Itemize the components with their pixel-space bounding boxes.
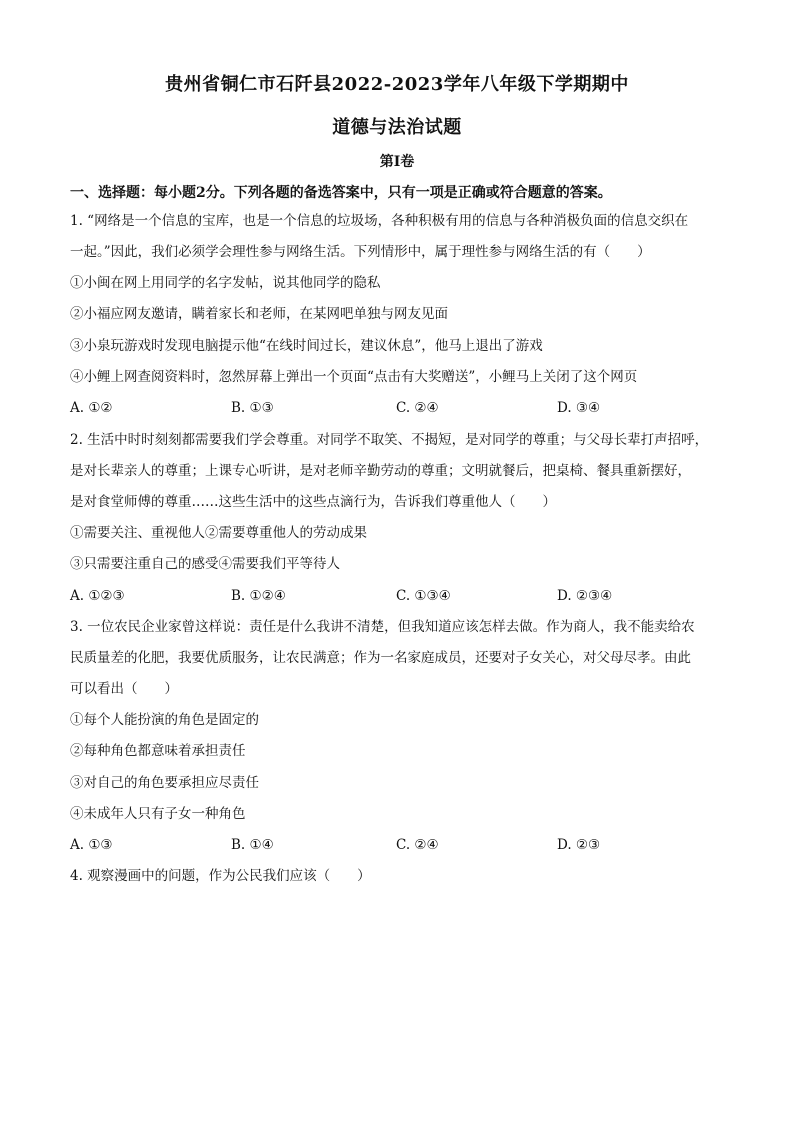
q3-option-d[interactable]: D. ②③	[557, 837, 601, 853]
q2-statement-1: ①需要关注、重视他人②需要尊重他人的劳动成果	[70, 525, 367, 541]
q1-stem-line2: 一起。”因此，我们必须学会理性参与网络生活。下列情形中，属于理性参与网络生活的有（ ）	[70, 244, 651, 260]
q3-stem-line3: 可以看出（ ）	[70, 681, 178, 697]
q1-stem-line1: 1. “网络是一个信息的宝库，也是一个信息的垃圾场，各种积极有用的信息与各种消极负面的信息交织在	[70, 213, 689, 229]
q3-statement-1: ①每个人能扮演的角色是固定的	[70, 712, 259, 728]
q3-statement-3: ③对自己的角色要承担应尽责任	[70, 775, 259, 791]
q1-statement-3: ③小泉玩游戏时发现电脑提示他“在线时间过长，建议休息”，他马上退出了游戏	[70, 338, 543, 354]
q2-option-c[interactable]: C. ①③④	[396, 588, 451, 604]
q4-stem-line1: 4. 观察漫画中的问题，作为公民我们应该（ ）	[70, 868, 371, 884]
q1-statement-1: ①小闽在网上用同学的名字发帖，说其他同学的隐私	[70, 275, 381, 291]
q1-option-b[interactable]: B. ①③	[231, 400, 274, 416]
q3-statement-4: ④未成年人只有子女一种角色	[70, 806, 246, 822]
q2-statement-2: ③只需要注重自己的感受④需要我们平等待人	[70, 556, 340, 572]
q3-stem-line1: 3. 一位农民企业家曾这样说：责任是什么我讲不清楚，但我知道应该怎样去做。作为商人，我不能卖给农	[70, 619, 695, 635]
q1-options	[70, 399, 730, 417]
q3-stem-line2: 民质量差的化肥，我要优质服务，让农民满意；作为一名家庭成员，还要对子女关心，对父母尽孝。由此	[70, 650, 691, 666]
exam-subject: 道德与法治试题	[332, 117, 462, 138]
q3-options	[70, 836, 730, 854]
section-heading: 一、选择题：每小题2分。下列各题的备选答案中，只有一项是正确或符合题意的答案。	[70, 185, 612, 201]
q2-option-b[interactable]: B. ①②④	[231, 588, 286, 604]
q2-stem-line1: 2. 生活中时时刻刻都需要我们学会尊重。对同学不取笑、不揭短，是对同学的尊重；与父母长辈打声招呼，	[70, 432, 709, 448]
q3-statement-2: ②每种角色都意味着承担责任	[70, 743, 246, 759]
q1-statement-4: ④小鲤上网查阅资料时，忽然屏幕上弹出一个页面“点击有大奖赠送”，小鲤马上关闭了这个网页	[70, 369, 638, 385]
q3-option-a[interactable]: A. ①③	[70, 837, 113, 853]
q3-option-c[interactable]: C. ②④	[396, 837, 439, 853]
q1-statement-2: ②小福应网友邀请，瞒着家长和老师，在某网吧单独与网友见面	[70, 306, 448, 322]
q2-option-d[interactable]: D. ②③④	[557, 588, 613, 604]
q2-options	[70, 587, 730, 605]
q2-stem-line2: 是对长辈亲人的尊重；上课专心听讲，是对老师辛勤劳动的尊重；文明就餐后，把桌椅、餐具重新摆好，	[70, 463, 691, 479]
q2-stem-line3: 是对食堂师傅的尊重……这些生活中的这些点滴行为，告诉我们尊重他人（ ）	[70, 494, 556, 510]
q3-option-b[interactable]: B. ①④	[231, 837, 274, 853]
q1-option-a[interactable]: A. ①②	[70, 400, 113, 416]
q2-option-a[interactable]: A. ①②③	[70, 588, 125, 604]
q1-option-d[interactable]: D. ③④	[557, 400, 601, 416]
volume-label: 第Ⅰ卷	[379, 154, 415, 170]
exam-title: 贵州省铜仁市石阡县2022-2023学年八年级下学期期中	[165, 74, 629, 95]
q1-option-c[interactable]: C. ②④	[396, 400, 439, 416]
